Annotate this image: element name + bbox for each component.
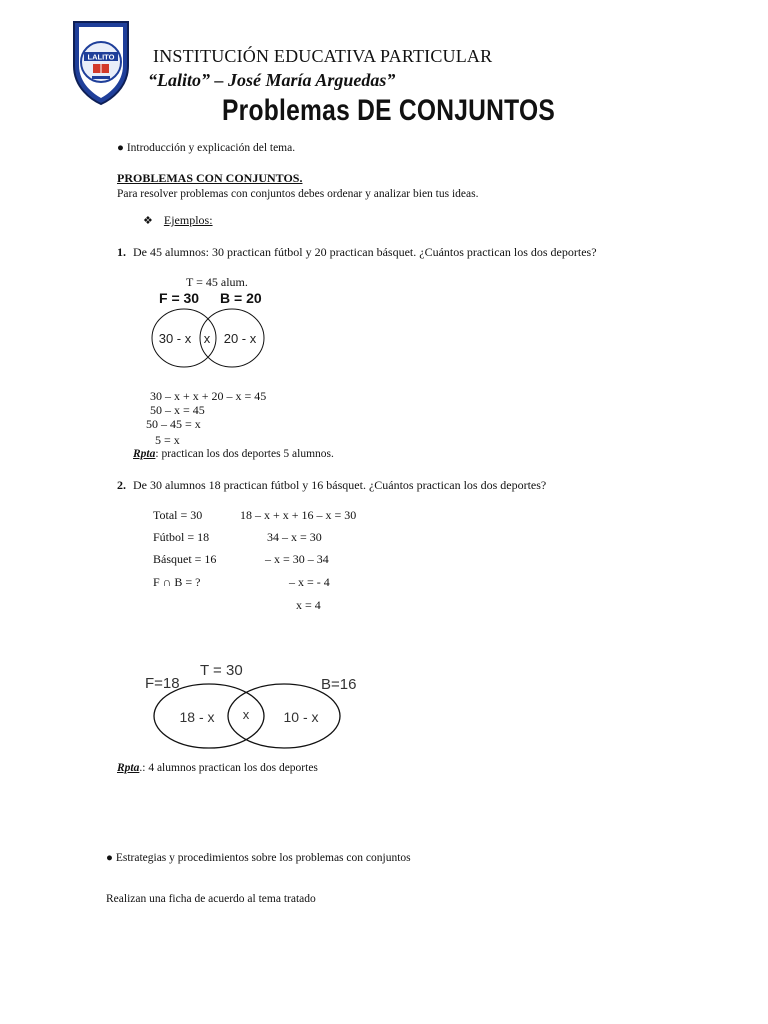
strategies-bullet: [106, 852, 411, 864]
problem1-answer-label: Rpta: [133, 448, 156, 460]
bullet-icon: ●: [106, 852, 113, 864]
examples-label: Ejemplos:: [163, 213, 213, 227]
diamond-bullet-icon: ❖: [143, 215, 153, 227]
logo-text: LALITO: [87, 52, 115, 62]
problem2-given-2: Fútbol = 18: [153, 530, 210, 544]
problem1-answer-text: : practican los dos deportes 5 alumnos.: [155, 448, 334, 460]
problem2-number: 2.: [117, 478, 126, 492]
venn2-region-b: 10 - x: [283, 709, 319, 725]
problem1-statement-row: [117, 245, 597, 260]
problem1-step-4: 5 = x: [155, 433, 180, 447]
school-logo: [70, 18, 132, 106]
venn2-set-a: F=18: [145, 675, 180, 692]
problem1-step-2: 50 – x = 45: [150, 403, 205, 417]
school-name: “Lalito” – José María Arguedas”: [148, 70, 396, 90]
intro-bullet: [117, 142, 295, 154]
problem1-statement: De 45 alumnos: 30 practican fútbol y 20 practican básquet. ¿Cuántos practican los dos deportes?: [133, 245, 597, 259]
problem2-given-3: Básquet = 16: [153, 552, 217, 566]
closing-text: Realizan una ficha de acuerdo al tema tratado: [106, 893, 316, 905]
problem2-answer-label: Rpta: [117, 762, 140, 774]
examples-row: [143, 213, 213, 228]
venn1-total: T = 45 alum.: [186, 275, 248, 289]
problem2-given-1: Total = 30: [153, 508, 203, 522]
problem1-step-1: 30 – x + x + 20 – x = 45: [150, 389, 267, 403]
problem1-number: 1.: [117, 245, 126, 259]
venn2-region-a: 18 - x: [179, 709, 215, 725]
problem1-step-3: 50 – 45 = x: [146, 417, 201, 431]
page-title: Problemas DE CONJUNTOS: [222, 94, 556, 127]
venn2-set-b: B=16: [321, 676, 357, 693]
problem2-statement-row: [117, 478, 546, 493]
venn1-set-a: F = 30: [159, 290, 200, 306]
institution-name: INSTITUCIÓN EDUCATIVA PARTICULAR: [153, 46, 493, 66]
venn2-region-ab: x: [242, 707, 250, 722]
venn1-set-b: B = 20: [220, 290, 262, 306]
section-heading: PROBLEMAS CON CONJUNTOS.: [117, 171, 303, 185]
problem2-step-1: 18 – x + x + 16 – x = 30: [240, 508, 357, 522]
problem2-step-2: 34 – x = 30: [267, 530, 322, 544]
venn2-total: T = 30: [200, 662, 243, 679]
problem2-answer-text: .: 4 alumnos practican los dos deportes: [139, 762, 318, 774]
intro-text: Introducción y explicación del tema.: [126, 142, 296, 154]
problem2-step-4: – x = - 4: [289, 575, 330, 589]
venn1-region-b: 20 - x: [223, 331, 257, 346]
bullet-icon: ●: [117, 142, 124, 154]
venn-diagram-2: [140, 656, 380, 756]
problem1-answer: [133, 448, 334, 460]
section-text: Para resolver problemas con conjuntos debes ordenar y analizar bien tus ideas.: [117, 188, 479, 200]
venn-diagram-1: [140, 286, 280, 386]
venn1-region-a: 30 - x: [158, 331, 192, 346]
problem2-step-5: x = 4: [296, 598, 321, 612]
venn1-region-ab: x: [203, 331, 211, 346]
problem2-statement: De 30 alumnos 18 practican fútbol y 16 básquet. ¿Cuántos practican los dos deportes?: [133, 478, 547, 492]
problem2-answer: [117, 762, 318, 774]
problem2-step-3: – x = 30 – 34: [265, 552, 329, 566]
problem2-given-4: F ∩ B = ?: [153, 575, 201, 589]
strategies-text: Estrategias y procedimientos sobre los problemas con conjuntos: [115, 852, 411, 864]
